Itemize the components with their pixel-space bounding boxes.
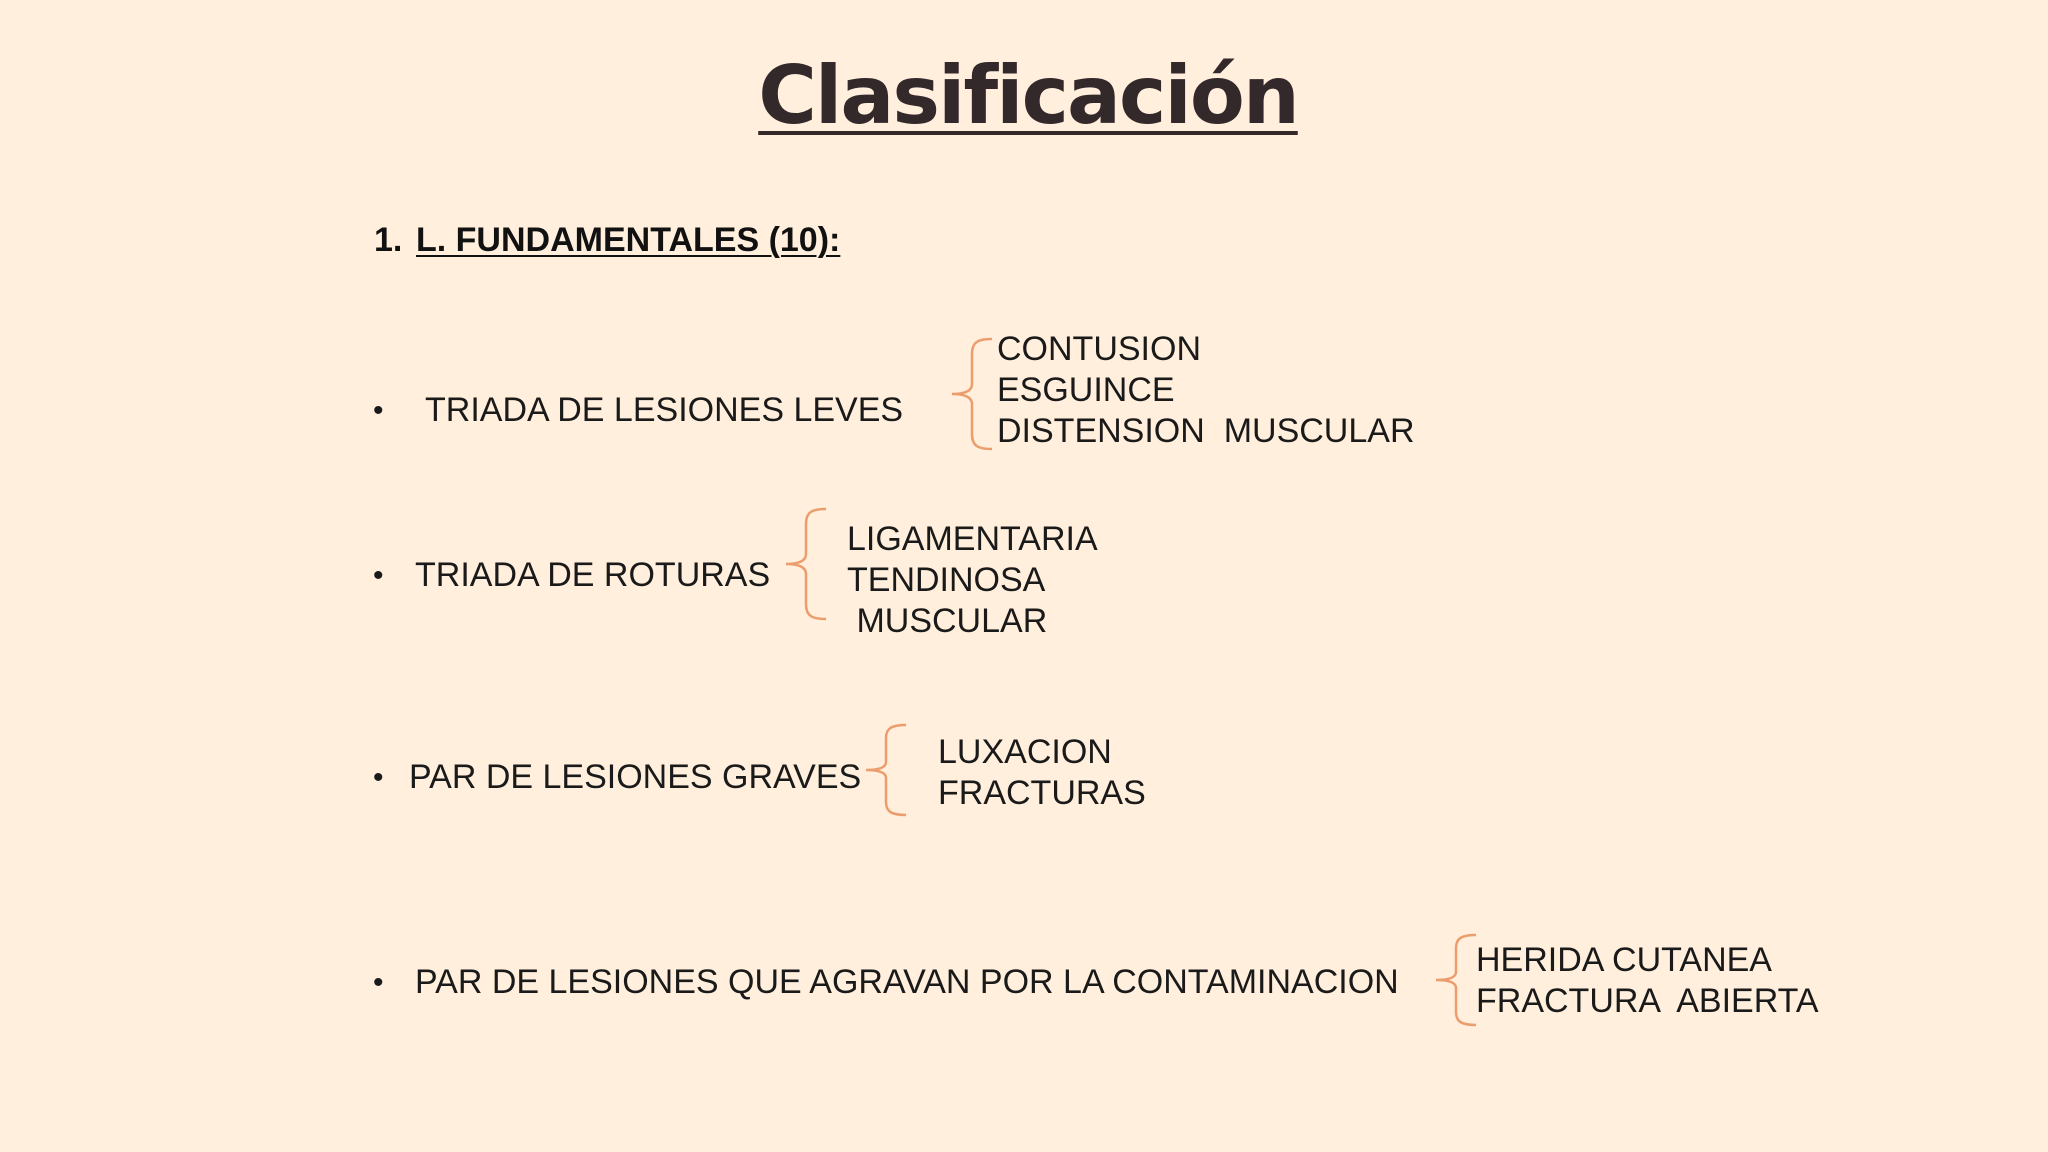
group-label-roturas: TRIADA DE ROTURAS	[415, 556, 771, 594]
list-item: MUSCULAR	[847, 602, 1048, 640]
group-items-graves	[938, 732, 1146, 814]
brace-icon	[1432, 934, 1482, 1026]
list-item: CONTUSION	[997, 330, 1201, 368]
list-item: DISTENSION MUSCULAR	[997, 412, 1415, 450]
list-item: TENDINOSA	[847, 561, 1046, 599]
bullet-icon: •	[373, 559, 384, 592]
brace-icon	[862, 724, 912, 816]
group-label-leves: TRIADA DE LESIONES LEVES	[425, 391, 904, 429]
list-item: LUXACION	[938, 733, 1112, 771]
list-item: LIGAMENTARIA	[847, 520, 1098, 558]
brace-icon	[782, 508, 832, 620]
section-label: L. FUNDAMENTALES (10):	[416, 221, 841, 259]
section-number: 1.	[374, 221, 403, 259]
group-label-graves: PAR DE LESIONES GRAVES	[409, 758, 862, 796]
bullet-icon: •	[373, 966, 384, 999]
list-item: FRACTURAS	[938, 774, 1146, 812]
brace-icon	[948, 338, 998, 450]
bullet-icon: •	[373, 394, 384, 427]
group-items-leves	[997, 329, 1415, 452]
group-label-contaminacion: PAR DE LESIONES QUE AGRAVAN POR LA CONTAMINACION	[415, 963, 1399, 1001]
page-title-text: Clasificación	[758, 49, 1298, 142]
list-item: ESGUINCE	[997, 371, 1175, 409]
page-title	[0, 49, 2048, 142]
section-heading	[374, 220, 840, 260]
list-item: HERIDA CUTANEA	[1476, 941, 1772, 979]
group-items-contaminacion	[1476, 940, 1819, 1022]
list-item: FRACTURA ABIERTA	[1476, 982, 1819, 1020]
group-items-roturas	[847, 519, 1098, 642]
bullet-icon: •	[373, 761, 384, 794]
